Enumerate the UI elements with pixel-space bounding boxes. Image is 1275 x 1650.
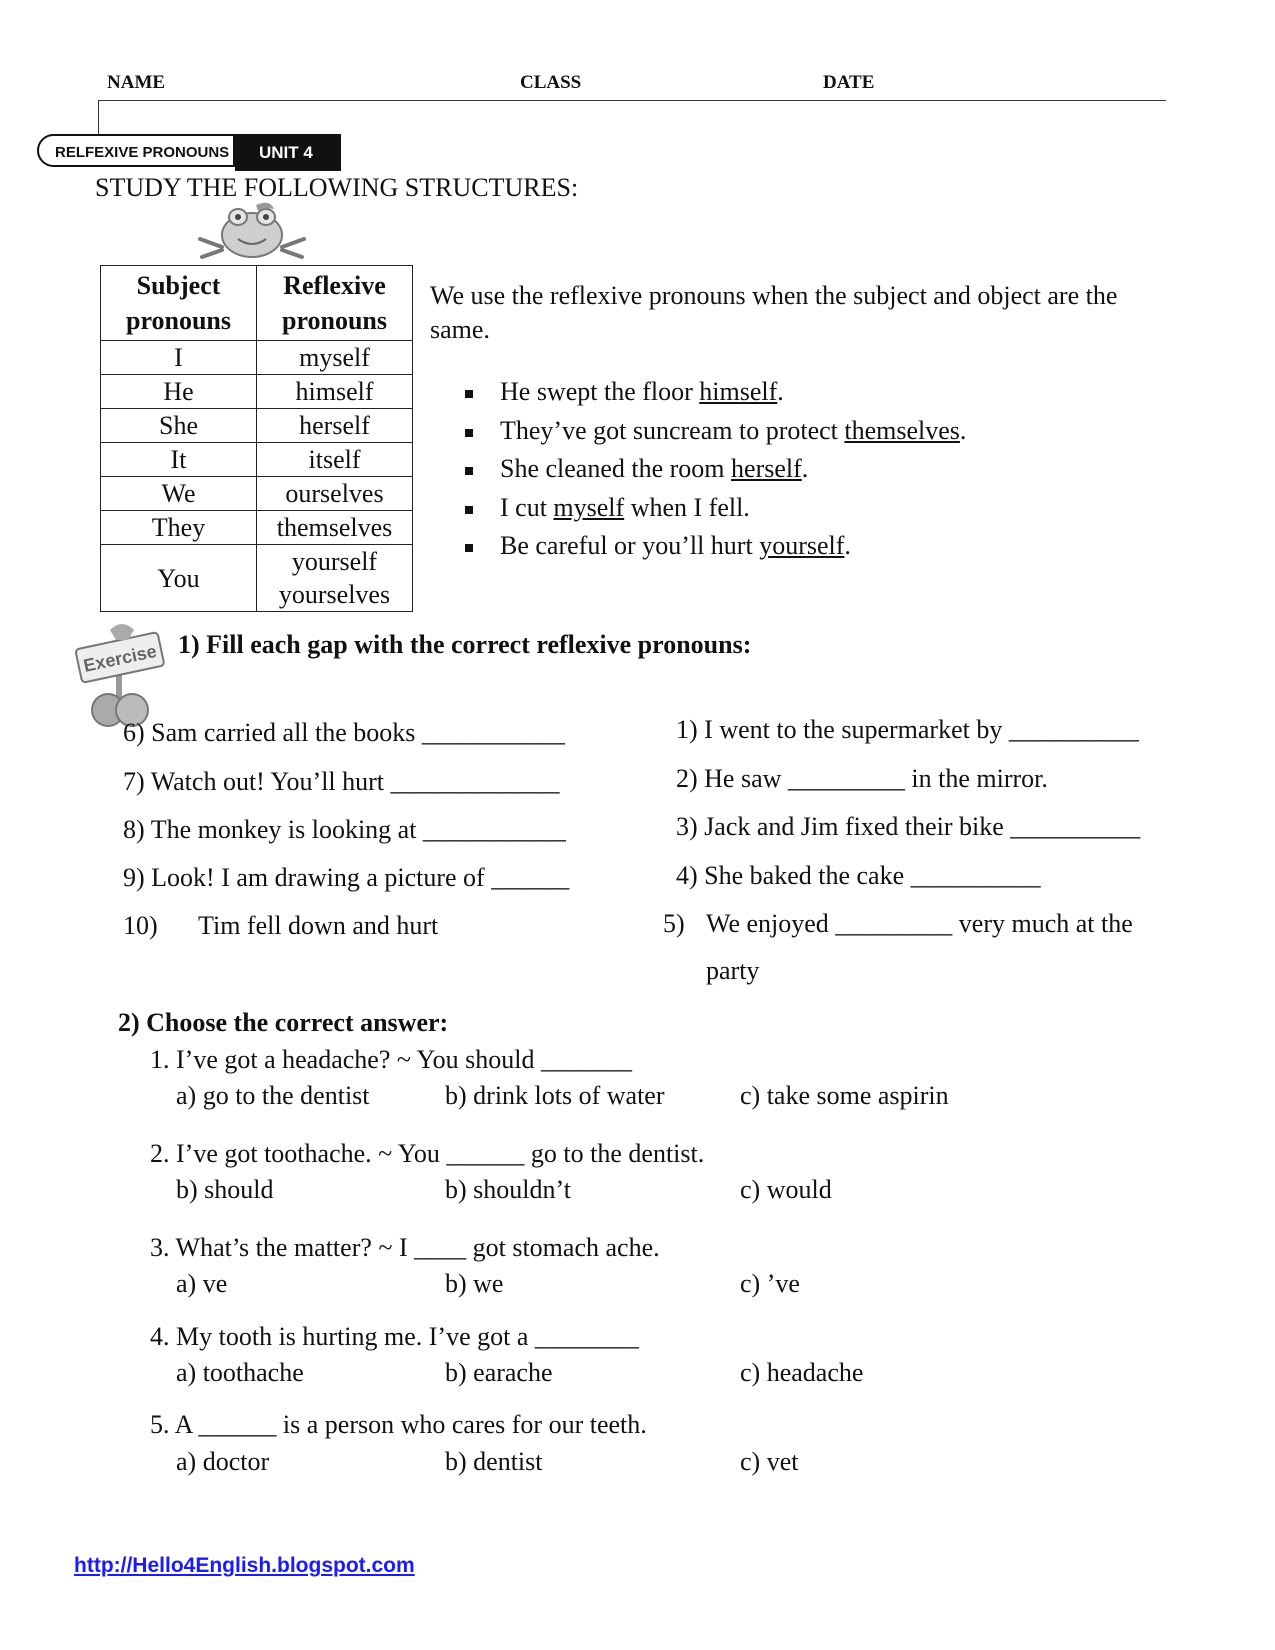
reflexive-plural: yourselves bbox=[278, 580, 391, 609]
option-a: a) toothache bbox=[176, 1358, 304, 1387]
table-cell-subject: You bbox=[101, 545, 257, 612]
intro-text: We use the reflexive pronouns when the subject and object are the same. bbox=[430, 281, 1118, 344]
item-5-number: 5) bbox=[663, 909, 685, 938]
header-tick bbox=[98, 100, 99, 134]
table-header-row bbox=[101, 266, 413, 341]
table-row bbox=[101, 443, 413, 477]
example-text: when I fell. bbox=[624, 492, 750, 522]
example-text: . bbox=[801, 454, 809, 483]
option-c: c) would bbox=[740, 1175, 832, 1204]
topic-label: RELFEXIVE PRONOUNS bbox=[37, 134, 235, 167]
list-item: 1) I went to the supermarket by __________ bbox=[676, 715, 1139, 744]
example-text: I cut bbox=[500, 492, 554, 522]
table-cell-subject: She bbox=[101, 409, 257, 443]
item-5-text: We enjoyed _________ very much at the bbox=[706, 909, 1133, 938]
option-a: a) doctor bbox=[176, 1447, 270, 1476]
table-cell-subject: They bbox=[101, 511, 257, 545]
bullet-icon bbox=[465, 506, 473, 514]
table-row bbox=[101, 375, 413, 409]
pronoun-table bbox=[100, 265, 413, 612]
table-header-subject bbox=[101, 266, 257, 341]
list-item: 2) He saw _________ in the mirror. bbox=[676, 764, 1048, 793]
table-row bbox=[101, 341, 413, 375]
table-row bbox=[101, 409, 413, 443]
table-cell-reflexive: itself bbox=[257, 443, 413, 477]
question-text: 4. My tooth is hurting me. I’ve got a ________ bbox=[150, 1322, 639, 1351]
exercise-sign-icon bbox=[72, 618, 172, 730]
table-cell-reflexive bbox=[257, 545, 413, 612]
table-row bbox=[101, 477, 413, 511]
table-cell-subject: He bbox=[101, 375, 257, 409]
option-b: b) shouldn’t bbox=[445, 1175, 571, 1204]
header-line: pronouns bbox=[125, 306, 232, 335]
section2-title: 2) Choose the correct answer: bbox=[118, 1008, 449, 1037]
unit-banner bbox=[37, 134, 341, 171]
table-cell-reflexive: herself bbox=[257, 409, 413, 443]
example-pronoun: herself bbox=[731, 454, 802, 483]
example-pronoun: himself bbox=[699, 377, 778, 406]
option-a: a) go to the dentist bbox=[176, 1081, 370, 1110]
example-text: He swept the floor bbox=[500, 377, 700, 406]
footer-link[interactable]: http://Hello4English.blogspot.com bbox=[74, 1554, 415, 1577]
list-item: 7) Watch out! You’ll hurt _____________ bbox=[123, 767, 560, 796]
item-10-text: Tim fell down and hurt bbox=[198, 911, 439, 940]
bullet-icon bbox=[465, 467, 473, 475]
table-cell-subject: I bbox=[101, 341, 257, 375]
table-cell-reflexive: himself bbox=[257, 375, 413, 409]
option-b: b) dentist bbox=[445, 1447, 543, 1476]
list-item: 3) Jack and Jim fixed their bike __________ bbox=[676, 812, 1141, 841]
section1-title: 1) Fill each gap with the correct reflexive pronouns: bbox=[178, 630, 752, 659]
bullet-icon bbox=[465, 390, 473, 398]
question-text: 1. I’ve got a headache? ~ You should _______ bbox=[150, 1045, 632, 1074]
header-line: Subject bbox=[136, 271, 221, 300]
question-text: 5. A ______ is a person who cares for our teeth. bbox=[150, 1410, 647, 1439]
example-text: She cleaned the room bbox=[500, 454, 732, 483]
table-cell-reflexive: ourselves bbox=[257, 477, 413, 511]
option-b: b) drink lots of water bbox=[445, 1081, 665, 1110]
header-line: Reflexive bbox=[283, 271, 386, 300]
example-text: Be careful or you’ll hurt bbox=[500, 531, 760, 560]
reflexive-singular: yourself bbox=[291, 547, 378, 576]
header-rule bbox=[98, 100, 1166, 101]
date-label: DATE bbox=[823, 72, 875, 93]
option-b: b) we bbox=[445, 1269, 504, 1298]
example-pronoun: yourself bbox=[759, 531, 845, 560]
bullet-icon bbox=[465, 429, 473, 437]
header-line: pronouns bbox=[281, 306, 388, 335]
item-10-number: 10) bbox=[123, 911, 158, 940]
table-cell-subject: We bbox=[101, 477, 257, 511]
table-cell-reflexive: myself bbox=[257, 341, 413, 375]
table-header-reflexive bbox=[257, 266, 413, 341]
option-c: c) headache bbox=[740, 1358, 864, 1387]
example-pronoun: themselves bbox=[844, 415, 960, 445]
option-b: b) earache bbox=[445, 1358, 553, 1387]
example-text: . bbox=[777, 377, 784, 406]
class-label: CLASS bbox=[520, 72, 582, 93]
option-c: c) take some aspirin bbox=[740, 1081, 949, 1110]
example-pronoun: myself bbox=[553, 492, 625, 522]
table-row bbox=[101, 511, 413, 545]
example-text: They’ve got suncream to protect bbox=[500, 415, 845, 445]
example-text: . bbox=[844, 531, 851, 560]
option-c: c) ’ve bbox=[740, 1269, 800, 1298]
frog-icon bbox=[192, 195, 312, 265]
unit-label: UNIT 4 bbox=[235, 134, 341, 171]
question-text: 3. What’s the matter? ~ I ____ got stomach ache. bbox=[150, 1233, 660, 1262]
list-item: 4) She baked the cake __________ bbox=[676, 861, 1041, 890]
option-a: a) ve bbox=[176, 1269, 228, 1298]
exercise-sign-text: Exercise bbox=[81, 640, 159, 676]
question-text: 2. I’ve got toothache. ~ You ______ go to the dentist. bbox=[150, 1139, 705, 1168]
study-title: STUDY THE FOLLOWING STRUCTURES: bbox=[95, 173, 579, 202]
table-cell-subject: It bbox=[101, 443, 257, 477]
list-item: 9) Look! I am drawing a picture of ______ bbox=[123, 863, 570, 892]
option-c: c) vet bbox=[740, 1447, 799, 1476]
list-item: 8) The monkey is looking at ___________ bbox=[123, 815, 566, 844]
bullet-icon bbox=[465, 544, 473, 552]
table-cell-reflexive: themselves bbox=[257, 511, 413, 545]
option-a: b) should bbox=[176, 1175, 274, 1204]
list-item: 6) Sam carried all the books ___________ bbox=[123, 718, 565, 747]
name-label: NAME bbox=[107, 72, 166, 93]
item-5-continuation: party bbox=[706, 956, 760, 985]
table-row bbox=[101, 545, 413, 612]
example-text: . bbox=[959, 415, 967, 445]
